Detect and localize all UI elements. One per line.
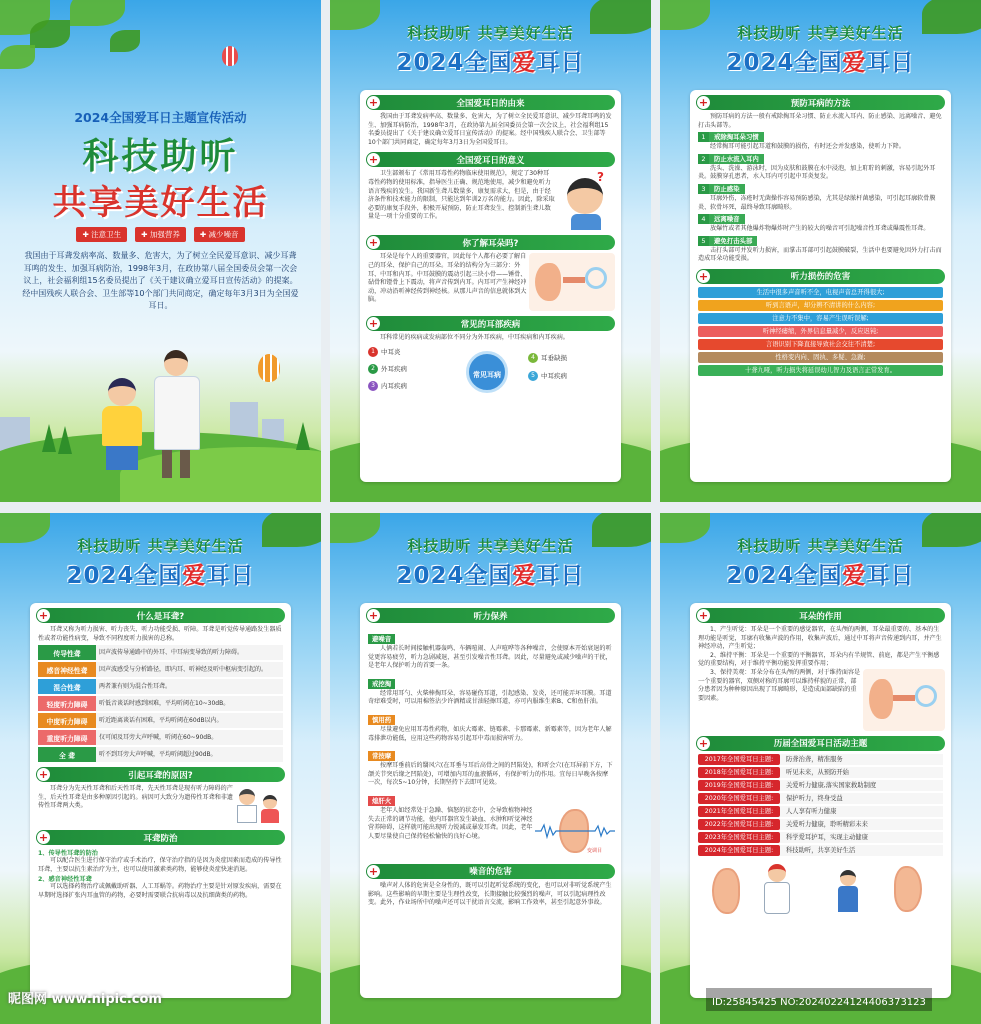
panel-prevention [660, 0, 981, 502]
title-part: 全国 [464, 50, 513, 76]
tag-label: 减少噪音 [208, 230, 239, 239]
type-text: 仅可闻及耳旁大声呼喊，听阈在60~90dB。 [96, 730, 283, 745]
slogan-line2: 共享美好生活 [52, 183, 269, 223]
item-text: 放爆竹或者其他爆炸物爆炸时产生的较大的噪音可引起噪音性耳聋或爆震性耳聋。 [710, 225, 930, 233]
tag-badge: ✚ 加强营养 [135, 227, 186, 242]
section-title: 什么是耳聋? [136, 611, 185, 622]
content-card [30, 603, 291, 998]
ear-row [360, 253, 621, 311]
title-part: 爱 [842, 563, 867, 589]
type-label: 传导性聋 [38, 645, 96, 660]
section-title: 耳聋防治 [143, 833, 178, 844]
title-part: 全国 [134, 563, 183, 589]
leaf-decoration [110, 30, 140, 52]
content-card [360, 603, 621, 998]
care-tag: 避噪音 [368, 634, 395, 644]
theme-row [698, 819, 943, 830]
section-text: 可以选择药物治疗或佩戴助听器、人工耳蜗等。药物治疗主要是针对原发疾病，需要在早期时选择扩张内耳血管的药物，必要时需要联合抗病毒以及抗细菌类的药物。 [38, 883, 282, 899]
header-title [660, 557, 981, 590]
watermark-right-box [706, 988, 932, 1011]
section-header [366, 95, 615, 110]
item-title: 防止水流入耳内 [709, 154, 764, 164]
ear-anatomy-illustration [529, 253, 615, 311]
type-row [38, 645, 283, 660]
care-tag: 熄肝火 [368, 796, 395, 806]
meaning-row [360, 170, 621, 230]
plus-icon: + [698, 609, 709, 622]
section-title: 听力保养 [473, 611, 508, 622]
theme-year: 2019年全国爱耳日主题: [698, 780, 780, 791]
tree-shape [58, 426, 72, 454]
balloon-icon [222, 46, 238, 66]
care-text: 人俩若长时间接触机器轰鸣、车辆喧闹、人声喧哗等各种噪音，会使原本开始衰退的听觉更容易疲劳，听力急剧减退，甚至引发噪音性耳聋。因此，尽量避免或减少噪声的干扰，是老年人保护听力的首要一条。 [368, 645, 612, 670]
item-title: 戒除掏耳朵习惯 [709, 132, 764, 142]
item-text: 经常掏耳可能引起耳道和鼓膜的损伤，有时还会并发感染，使听力下降。 [710, 143, 905, 151]
disease-diagram [368, 345, 613, 399]
tag-badge: ✚ 减少噪音 [194, 227, 245, 242]
care-row [360, 807, 621, 859]
numbered-heading [698, 184, 943, 194]
content-card [690, 90, 951, 482]
panel-cover [0, 0, 321, 502]
disease-label: 耳垂缺损 [541, 354, 567, 363]
section-title: 噪音的危害 [469, 867, 512, 878]
item-number: 3 [698, 184, 709, 194]
doctor-patient-illustration [235, 785, 285, 825]
sound-wave-icon [535, 823, 615, 839]
numbered-heading [698, 236, 943, 246]
theme-year: 2017年全国爱耳日主题: [698, 754, 780, 765]
section-header [696, 95, 945, 110]
section-header [366, 235, 615, 250]
section-text: 可以配合医生进行保守治疗或手术治疗，保守治疗指的是因为炎症因素而造成的传导性耳聋，主要以抗生素治疗为主，也可以使用激素类药物，能够使炎症快速消退。 [38, 857, 282, 873]
section-header [366, 152, 615, 167]
section-title: 预防耳病的方法 [790, 98, 851, 109]
section-header [366, 316, 615, 331]
item-number: 1 [698, 132, 709, 142]
section-title: 听力损伤的危害 [790, 272, 851, 283]
sub-heading: 1、传导性耳聋的防治 [38, 850, 98, 858]
disease-center-badge: 常见耳病 [466, 351, 508, 393]
tree-shape [42, 424, 56, 452]
title-year: 2024 [396, 563, 465, 589]
theme-row [698, 780, 943, 791]
type-label: 混合性聋 [38, 679, 96, 694]
section-header [696, 608, 945, 623]
title-part: 耳日 [536, 50, 585, 76]
header-title [660, 44, 981, 77]
tag-badge: ✚ 注意卫生 [76, 227, 127, 242]
header-title [330, 557, 651, 590]
role-text: 3、保持美观：耳朵分布在头颅的两侧，对于维持面容是一个重要的器官，双侧对称的耳廓可以维持样貌的正常，部分患者因为种种原因出现了耳廓畸形，是造成面部缺陷的重要因素。 [698, 668, 861, 702]
plus-icon: + [698, 736, 709, 750]
disease-item [368, 347, 401, 357]
disease-item [368, 381, 407, 391]
section-header [696, 269, 945, 284]
section-header [366, 864, 615, 879]
item-title: 防止感染 [709, 184, 745, 194]
title-part: 爱 [512, 50, 537, 76]
panel-hearing-care [330, 513, 651, 1024]
harm-band: 听到言语声，却分辨不清讲的什么内容; [698, 300, 943, 311]
title-part: 耳日 [866, 50, 915, 76]
section-title: 全国爱耳日的由来 [456, 98, 525, 109]
numbered-heading [698, 214, 943, 224]
plus-icon: + [368, 153, 379, 167]
section-text: 耳聋又称为听力损害、听力丧失、听力功能受损、听障。耳聋是听觉传导通路发生器质性或者功能性病变，导致不同程度听力损害的总称。 [38, 626, 282, 642]
item-number: 4 [698, 214, 709, 224]
disease-label: 外耳疾病 [381, 365, 407, 374]
ear-wave-illustration [535, 807, 615, 859]
section-text: 卫生部颁布了《常用耳毒性药物临床使用规范》，规定了30种耳毒性药物的使用标准，指导医生正确、规范地使用，减少和避免听力语言残疾的发生。我国新生聋儿数量多，康复需求大，但是，由于经济条件和技术能力的限制，只能达到年训2万名的能力。因此，除采取必要的康复手段外，积极开展预防，防止耳聋发生、控制新生聋儿数量是一项十分重要的工作。 [368, 170, 555, 221]
type-label: 重度听力障碍 [38, 730, 96, 745]
plus-icon: + [368, 96, 379, 109]
type-row [38, 713, 283, 728]
section-header [36, 608, 285, 623]
harm-band: 注意力不集中，容易产生误听误解; [698, 313, 943, 324]
disease-label: 中耳炎 [381, 348, 401, 357]
leaf-decoration [70, 0, 125, 26]
type-text: 听近距离谈话有困难，平均听阈在60dB以内。 [96, 713, 283, 728]
item-title: 避免打击头部 [709, 236, 757, 246]
disease-num: 4 [528, 353, 538, 363]
theme-year: 2024年全国爱耳日主题: [698, 845, 780, 856]
type-row [38, 662, 283, 677]
type-row [38, 747, 283, 762]
theme-text: 防聋治聋，精准服务 [780, 754, 943, 765]
section-header [366, 608, 615, 623]
theme-row [698, 754, 943, 765]
plus-icon: + [368, 609, 379, 622]
disease-num: 5 [528, 371, 538, 381]
section-text: 耳聋分为先天性耳聋和后天性耳聋，先天性耳聋是现有听力障碍的产生，后天性耳聋是由多种原因引起的。病因可大致分为遗传性耳聋和非遗传性耳聋两大类。 [38, 785, 233, 810]
ear-anatomy-illustration [863, 669, 945, 731]
type-label: 感音神经性聋 [38, 662, 96, 677]
panel-origin [330, 0, 651, 502]
section-title: 你了解耳朵吗? [462, 238, 519, 249]
theme-year: 2020年全国爱耳日主题: [698, 793, 780, 804]
tag-row [0, 227, 321, 242]
plus-icon: + [38, 609, 49, 622]
disease-num: 3 [368, 381, 378, 391]
title-part: 耳日 [536, 563, 585, 589]
cause-row [30, 785, 291, 825]
item-number: 5 [698, 236, 709, 246]
theme-year: 2018年全国爱耳日主题: [698, 767, 780, 778]
title-part: 爱 [512, 563, 537, 589]
harm-band: 听神经痿缩，外界信息量减少，反应迟钝; [698, 326, 943, 337]
content-card [690, 603, 951, 998]
title-year: 2024 [66, 563, 135, 589]
type-text: 听低音谈话时感到困难，平均听阈在10~30dB。 [96, 696, 283, 711]
theme-row [698, 806, 943, 817]
doctor-kids-illustration [698, 860, 943, 920]
theme-text: 科技助听，共享美好生活 [780, 845, 943, 856]
theme-text: 人人享有听力健康 [780, 806, 943, 817]
kicker: 2024全国爱耳日主题宣传活动 [74, 110, 247, 125]
title-part: 全国 [464, 563, 513, 589]
theme-row [698, 767, 943, 778]
role-row [690, 669, 951, 731]
section-text: 耳科常见的疾病或发病部位不同分为外耳疾病，中耳疾病和内耳疾病。 [380, 334, 569, 342]
tag-label: 加强营养 [149, 230, 180, 239]
section-title: 耳朵的作用 [799, 611, 842, 622]
plus-icon: + [368, 236, 379, 250]
care-text: 按摩耳垂前后的翳风穴(在耳垂与耳后高骨之间的凹陷处)，和听会穴(在耳屏前下方，下颌关节突后缘之凹陷处)，可增加内耳的血液循环，有保护听力的作用。宜每日早晚各按摩一次，每次5~10分钟，长期坚持下去即可见效。 [368, 762, 613, 787]
theme-text: 关爱听力健康，聆听精彩未来 [780, 819, 943, 830]
type-label: 全 聋 [38, 747, 96, 762]
plus-icon: + [368, 317, 379, 331]
leaf-decoration [0, 45, 35, 69]
theme-text: 科学爱耳护耳，实现主动健康 [780, 832, 943, 843]
title-year: 2024 [726, 563, 795, 589]
header-slogan: 科技助听 共享美好生活 [77, 537, 244, 555]
type-text: 因声波传导通路中的外耳、中耳病变导致的听力障碍。 [96, 645, 283, 660]
disease-label: 内耳疾病 [381, 382, 407, 391]
title-year: 2024 [726, 50, 795, 76]
type-text: 听不到耳旁大声呼喊，平均听阈超过90dB。 [96, 747, 283, 762]
watermark-right: ID:25845425 NO:20240224124406373123 [712, 997, 926, 1008]
theme-row [698, 793, 943, 804]
harm-band: 十聋九哑，听力损失将延误幼儿智力及语言正常发育。 [698, 365, 943, 376]
balloon-icon [258, 354, 280, 382]
type-row [38, 679, 283, 694]
title-part: 耳日 [206, 563, 255, 589]
type-text: 因声波感受与分析路径，即内耳、听神经及听中枢病变引起的。 [96, 662, 283, 677]
plus-icon: + [38, 768, 49, 782]
care-tag: 慎用药 [368, 715, 395, 725]
role-text: 2、维持平衡：耳朵是一个重要的平衡器官，耳朵内有半规管、前庭，都是产生平衡感觉的重要结构，对于维持平衡功能发挥重要作用； [698, 651, 940, 668]
panel-ear-role [660, 513, 981, 1024]
numbered-heading [698, 154, 943, 164]
numbered-heading [698, 132, 943, 142]
title-part: 爱 [842, 50, 867, 76]
type-text: 两者兼有则为混合性耳聋。 [96, 679, 283, 694]
header-title [0, 557, 321, 590]
type-label: 中度听力障碍 [38, 713, 96, 728]
theme-year: 2021年全国爱耳日主题: [698, 806, 780, 817]
care-tag: 戒挖掏 [368, 679, 395, 689]
header-slogan: 科技助听 共享美好生活 [737, 537, 904, 555]
section-title: 常见的耳部疾病 [460, 319, 521, 330]
theme-year: 2023年全国爱耳日主题: [698, 832, 780, 843]
header-slogan: 科技助听 共享美好生活 [407, 24, 574, 42]
harm-band: 性格变内向、固执、多疑、急躁; [698, 352, 943, 363]
theme-text: 保护听力，终身受益 [780, 793, 943, 804]
cover-body: 我国由于耳聋发病率高、数量多、危害大，为了树立全民爱耳意识、减少耳聋耳鸣的发生、加强耳病防治，1998年3月，在政协第八届全国委员会第一次会议上，社会福利组15名委员提出了《关于建议确立爱耳日宣传活动》的提案。经中国残疾人联合会、卫生部等10个部门共同商定，确定每年3月3日为全国爱耳日。 [22, 251, 299, 311]
theme-year: 2022年全国爱耳日主题: [698, 819, 780, 830]
child-illustration [98, 378, 148, 478]
type-row [38, 730, 283, 745]
panel-deafness [0, 513, 321, 1024]
header-slogan: 科技助听 共享美好生活 [737, 24, 904, 42]
section-title: 历届全国爱耳日活动主题 [773, 739, 868, 750]
disease-num: 2 [368, 364, 378, 374]
section-header [36, 767, 285, 782]
title-part: 爱 [182, 563, 207, 589]
type-row [38, 696, 283, 711]
section-title: 引起耳聋的原因? [128, 770, 193, 781]
disease-item [528, 371, 567, 381]
theme-row [698, 845, 943, 856]
theme-row [698, 832, 943, 843]
section-text: 噪声对人体的危害是全身性的，既可以引起听觉系统的变化，也可以对非听觉系统产生影响。这些影响的早期主要是生理性改变，长期接触比较强烈的噪声，可以引起病理性改变。此外，作业场所中的噪声还可以干扰语言交流，影响工作效率，甚至引起意外事故。 [368, 881, 612, 907]
tree-shape [296, 422, 310, 450]
title-part: 全国 [794, 50, 843, 76]
child-ear-illustration: ? [557, 170, 615, 230]
leaf-decoration [30, 20, 70, 48]
section-text: 耳朵是每个人的重要器官，因此每个人都有必要了解自己的耳朵、保护自己的耳朵。耳朵的结构分为三部分：外耳、中耳和内耳。中耳鼓膜的震动引起三块小骨——锤骨、砧骨和镫骨上下震动，将声音传到内耳。内耳可产生神经冲动，冲动沿听神经传到神经核。从那儿声音的信息就体到大脑。 [368, 253, 527, 304]
disease-num: 1 [368, 347, 378, 357]
doctor-illustration [150, 350, 210, 480]
section-text: 我国由于耳聋发病率高、数量多、危害大，为了树立全民爱耳意识、减少耳聋耳鸣的发生、加强耳病防治，1998年3月，在政协第九届全国委员会第一次会议上，社会福利组15名委员提出了《关于建议确立爱耳日宣传活动》的提案。经中国残疾人联合会、卫生部等10个部门共同商定，确定每年3月3日为全国爱耳日。 [368, 113, 612, 146]
harm-band: 言语识别下降直接导致社会交往不清楚; [698, 339, 943, 350]
plus-icon: + [38, 831, 49, 845]
care-tag: 常按摩 [368, 751, 395, 761]
plus-icon: + [368, 864, 379, 878]
theme-text: 关爱听力健康,落实国家救助制度 [780, 780, 943, 791]
care-text: 尽量避免应用耳毒性药物，如庆大霉素、链霉素、卡那霉素、新霉素等，因为老年人解毒排泄功能低，应用这些药物容易引起耳中毒而损害听力。 [368, 725, 612, 742]
header-slogan: 科技助听 共享美好生活 [407, 537, 574, 555]
section-title: 全国爱耳日的意义 [456, 155, 525, 166]
title-part: 全国 [794, 563, 843, 589]
disease-item [368, 364, 407, 374]
harm-band: 生活中很多声音听不全，电视声音总开得很大; [698, 287, 943, 298]
item-number: 2 [698, 154, 709, 164]
sub-heading: 2、感音神经性耳聋 [38, 876, 92, 884]
section-text: 预防耳病的方法一般有戒除掏耳朵习惯、防止水流入耳内、防止感染、远离噪音、避免打击头部等。 [698, 113, 942, 129]
title-year: 2024 [396, 50, 465, 76]
theme-text: 听见未来，从预防开始 [780, 767, 943, 778]
disease-item [528, 353, 567, 363]
section-header [36, 830, 285, 845]
section-header [696, 736, 945, 751]
plus-icon: + [698, 269, 709, 283]
content-card [360, 90, 621, 482]
care-text: 老年人如经常处于急躁、恼怒的状态中，会导致植物神经失去正常的调节功能，使内耳器官发生缺血、水肿和听觉神经营养障碍，这样就可能出现听力锐减或暴发耳聋。因此，老年人要尽量使自己保持轻松愉快的良好心境。 [368, 806, 533, 840]
item-text: 击打头部可并发听力损害，而掌击耳部可引起鼓膜破裂，生活中也要避免因外力打击而造成耳朵功能受损。 [698, 246, 942, 263]
watermark-left: 昵图网 www.nipic.com [8, 992, 162, 1007]
title-part: 耳日 [866, 563, 915, 589]
slogan-line1: 科技助听 [82, 136, 239, 177]
care-text: 经常用耳勺、火柴棒掏耳朵，容易碰伤耳道，引起感染、发炎，还可能弄坏耳膜。耳道奇痒难受时，可以用棉签沾少许酒精或甘油轻擦耳道，亦可内服维生素B、C和鱼肝油。 [368, 689, 612, 706]
header-title [330, 44, 651, 77]
plus-icon: + [698, 96, 709, 109]
item-text: 洗头、洗澡、游泳时，因为皮肤和鼓膜在水中浸泡，加上耵聍的刺激，容易引起外耳炎。鼓膜穿孔患者，水入耳内可引起中耳炎复发。 [698, 164, 936, 181]
item-title: 远离噪音 [709, 214, 745, 224]
role-text: 1、产生听觉：耳朵是一个重要的感觉器官，在头颅的两侧，耳朵最重要的、基本的生理功能是听觉，耳廓有收集声波的作用，收集声波后，通过中耳将声音传递到内耳，并产生神经冲动，产生听觉； [698, 626, 942, 651]
tag-label: 注意卫生 [91, 230, 122, 239]
wave-label: 变调目 [587, 847, 603, 854]
disease-label: 中耳疾病 [541, 372, 567, 381]
item-text: 耳廓外伤，冻疮时无菌操作容易预防感染，尤其是绿脓杆菌感染，可引起耳廓软骨膜炎、软骨坏死，最终导致耳廓畸形。 [698, 194, 936, 211]
type-label: 轻度听力障碍 [38, 696, 96, 711]
